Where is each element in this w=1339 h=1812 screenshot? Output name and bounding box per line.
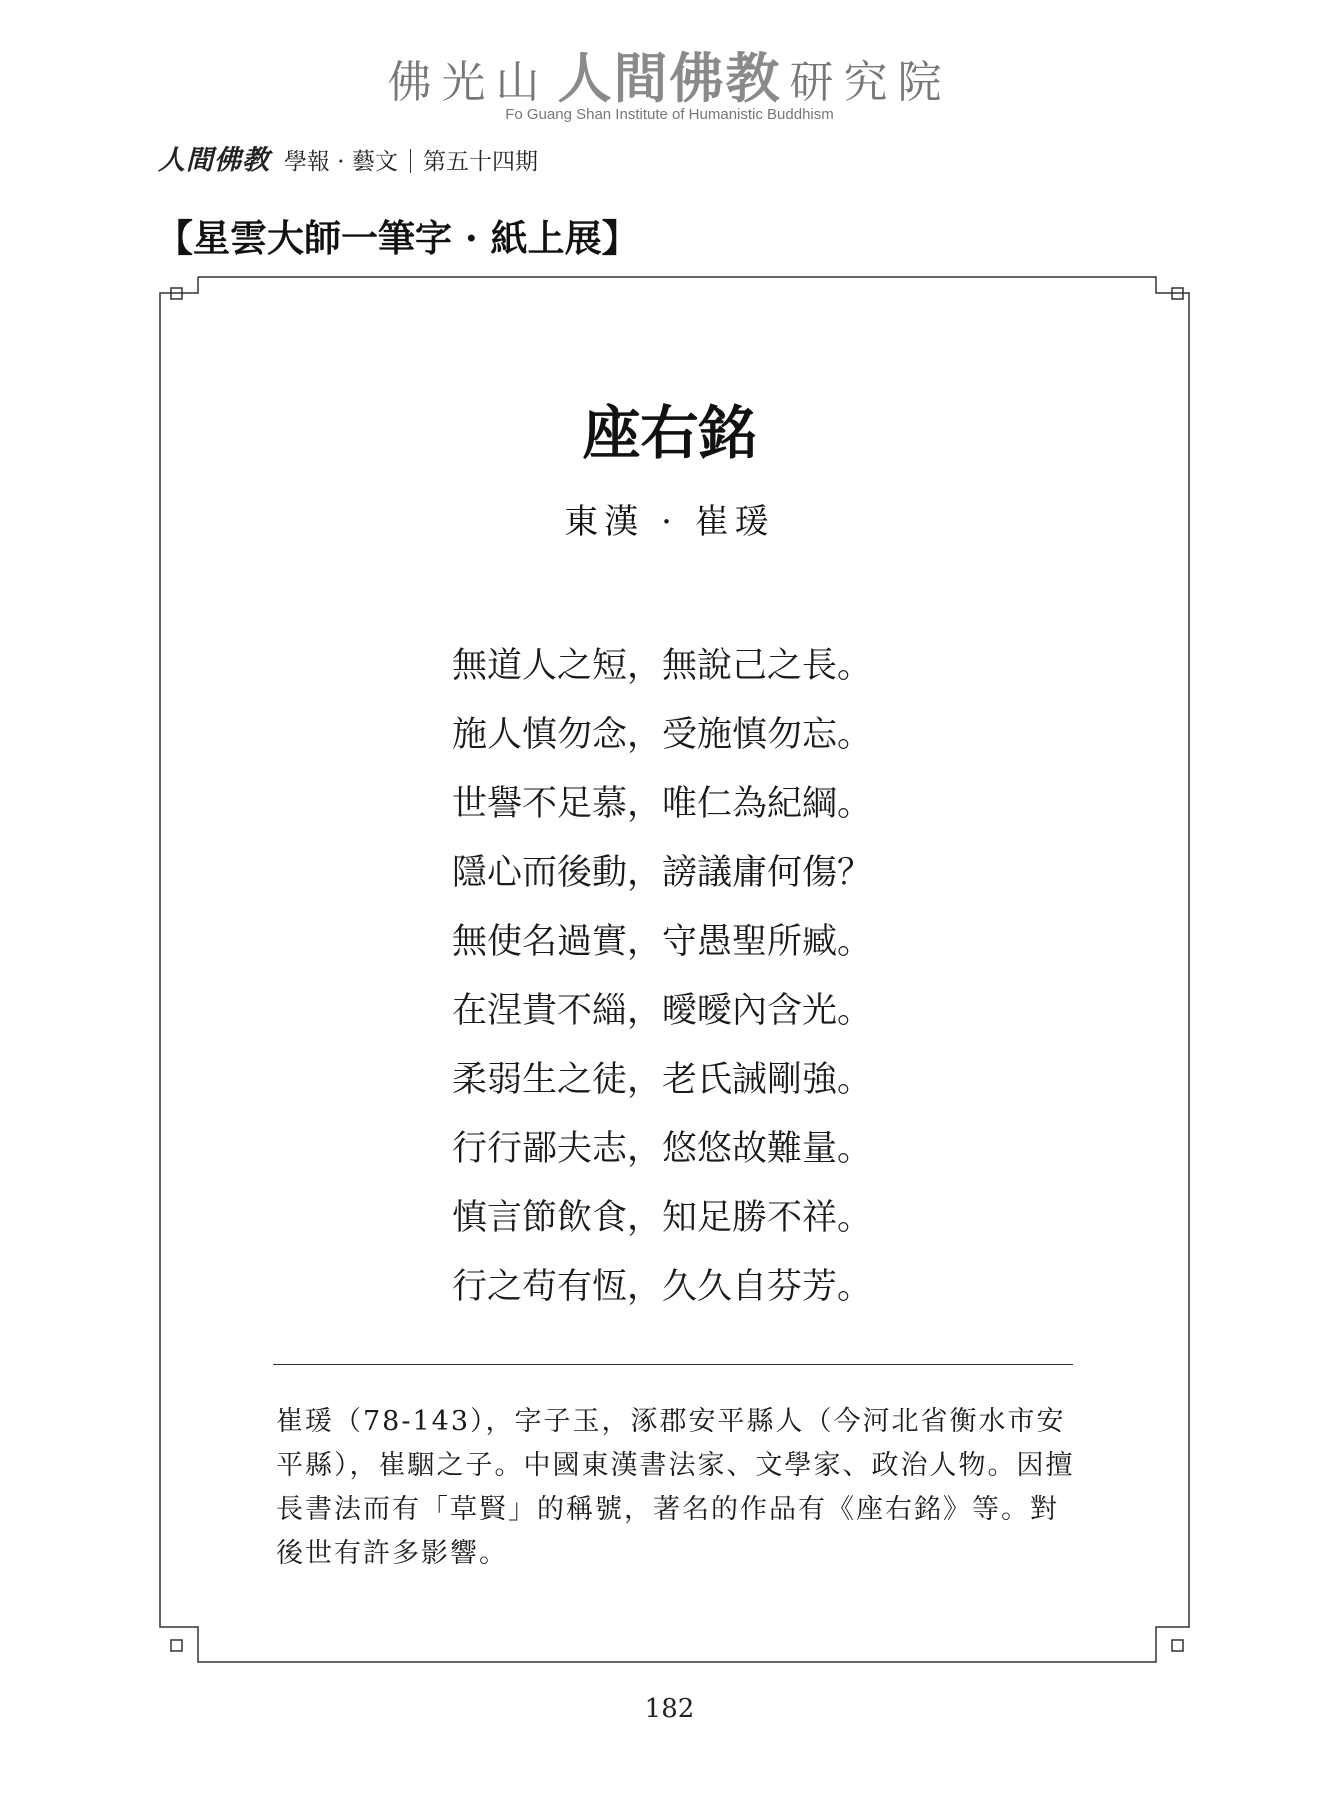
institute-prefix: 佛光山	[387, 57, 550, 108]
institute-english-name: Fo Guang Shan Institute of Humanistic Buddhism	[505, 106, 834, 123]
poem-line: 行行鄙夫志，悠悠故難量。	[452, 1129, 873, 1169]
journal-issue: 第五十四期	[422, 149, 538, 175]
author-note: 崔瑗（78-143），字子玉，涿郡安平縣人（今河北省衡水市安平縣），崔駰之子。中國東漢書法家、文學家、政治人物。因擅長書法而有「草賢」的稱號，著名的作品有《座右銘》等。對後世有許多影響。	[276, 1406, 1075, 1569]
corner-ornament-bottom-right	[1172, 1640, 1183, 1651]
poem-line: 隱心而後動，謗議庸何傷？	[452, 853, 873, 893]
series-title: 【星雲大師一筆字 · 紙上展】	[156, 216, 639, 260]
page-number: 182	[644, 1694, 695, 1724]
poem-line: 柔弱生之徒，老氏誡剛強。	[452, 1060, 873, 1100]
institute-suffix: 研究院	[789, 57, 952, 108]
poem-line: 行之苟有恆，久久自芬芳。	[452, 1267, 873, 1307]
poem-line: 慎言節飲食，知足勝不祥。	[452, 1198, 873, 1238]
corner-ornament-bottom-left	[171, 1640, 182, 1651]
journal-brand: 人間佛教	[158, 145, 270, 176]
poem-line: 施人慎勿念，受施慎勿忘。	[452, 715, 873, 755]
poem-line: 無道人之短，無說己之長。	[452, 646, 873, 686]
journal-name: 學報 · 藝文	[284, 149, 398, 175]
institute-brand-logo: 人間佛教	[557, 46, 782, 110]
poem-line: 無使名過實，守愚聖所臧。	[452, 922, 873, 962]
poem-line: 在涅貴不緇，曖曖內含光。	[452, 991, 873, 1031]
work-title: 座右銘	[582, 399, 757, 467]
poem	[452, 644, 872, 1334]
poem-line: 世譽不足慕，唯仁為紀綱。	[452, 784, 873, 824]
note-divider	[273, 1364, 1073, 1365]
work-author: 東漢 · 崔瑗	[564, 502, 775, 542]
